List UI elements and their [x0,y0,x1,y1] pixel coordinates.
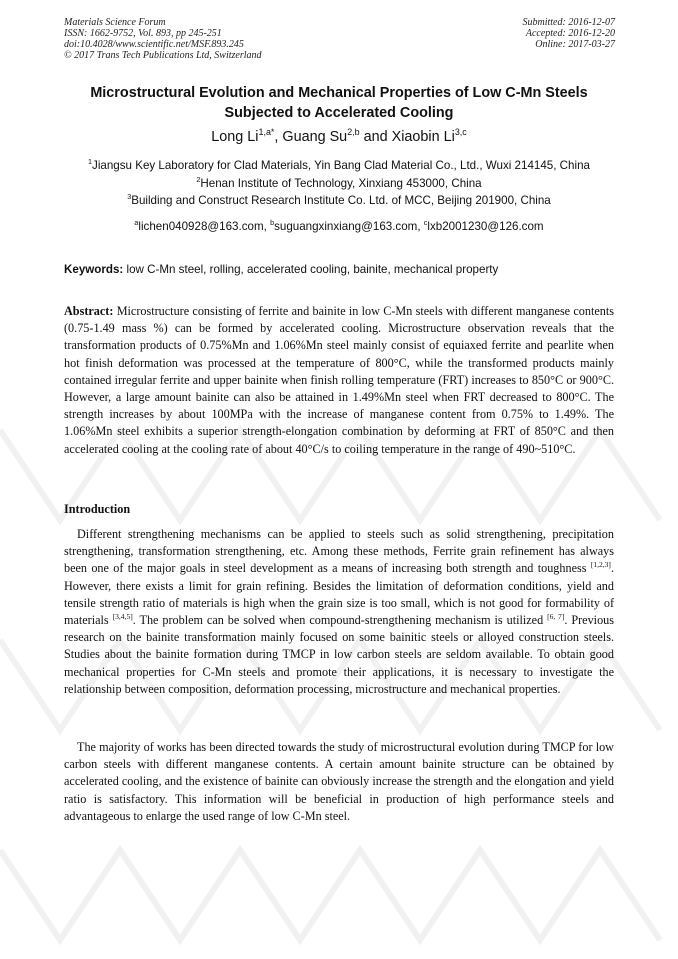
abstract-text: Microstructure consisting of ferrite and bainite in low C-Mn steels with different manganese contents (0.75-1.49 mass %) can be formed by accelerated cooling. Microstructure observation reveals that the transformation products of 0.75%Mn and 1.06%Mn steel mainly consist of equiaxed ferrite and pearlite when hot finish deformation was processed at the temperature of 800°C, while the transformed products mainly contained irregular ferrite and upper bainite when finish rolling temperature (FRT) increases to 850°C or 900°C. However, a large amount bainite can also be attained in 1.49%Mn steel when FRT decreased to 800°C. The strength increases by about 100MPa with the increase of manganese content from 0.75% to 1.49%. The 1.06%Mn steel exhibits a superior strength-elongation combination by deforming at FRT of 850°C and then accelerated cooling at the cooling rate of about 40°C/s to coiling temperature in the range of 490~510°C. [64,304,614,456]
paragraph-text: The majority of works has been directed towards the study of microstructural evolution during TMCP for low carbon steels with different manganese contents. A certain amount bainite structure can be obtained by accelerated cooling, and the existence of bainite can obviously increase the strength and the elongation and yield ratio is satisfactory. This information will be beneficial in production of high performance steels and advantageous to enlarge the used range of low C-Mn steel. [64,740,614,823]
affiliation-number: 2 [196,175,201,185]
paragraph-text: Different strengthening mechanisms can be applied to steels such as solid strengthening, precipitation strengthening, transformation strengthening, etc. Among these methods, Ferrite grain refinement has always been one of the major goals in steel development as a means of increasing both strength and toughness [64,527,614,576]
keywords-text: low C-Mn steel, rolling, accelerated cooling, bainite, mechanical property [123,263,499,276]
email-sup: c [423,218,428,228]
title-line-2: Subjected to Accelerated Cooling [224,105,454,121]
date-info [523,17,616,50]
keywords-label: Keywords: [64,263,124,276]
citation: [1,2,3] [590,560,611,570]
affiliation-text: Building and Construct Research Institute Co. Ltd. of MCC, Beijing 201900, China [131,194,551,207]
keywords [64,262,624,277]
email-sup: a [134,218,139,228]
abstract-label: Abstract: [64,304,114,318]
author-list [0,128,678,146]
doi: doi:10.4028/www.scientific.net/MSF.893.245 [64,39,244,50]
email-link[interactable]: lichen040928@163.com [138,220,264,233]
affiliation-3 [0,194,678,208]
email-link[interactable]: lxb2001230@126.com [427,220,544,233]
affiliation-number: 3 [127,192,132,202]
author-sup: 3,c [454,127,467,138]
paragraph-text: . However, there exists a limit for grain refining. Besides the limitation of deformation conditions, yield and tensile strength ratio of materials is high when the grain size is too small, which is not good for formability of materials [64,561,614,628]
submitted-date: Submitted: 2016-12-07 [522,17,615,28]
paper-title [40,83,638,123]
author-and: and [359,129,392,145]
citation: [6, 7] [547,611,565,621]
affiliation-number: 1 [88,157,93,167]
journal-info [64,17,262,61]
affiliation-text: Jiangsu Key Laboratory for Clad Materials, Yin Bang Clad Material Co., Ltd., Wuxi 214145, China [92,159,590,172]
author-sup: 1,a* [258,127,275,138]
online-date: Online: 2017-03-27 [535,39,615,50]
citation: [3,4,5] [112,611,133,621]
author-sup: 2,b [347,127,360,138]
email-separator: , [263,220,271,233]
intro-paragraph-1 [64,526,614,698]
paragraph-text: . The problem can be solved when compound-strengthening mechanism is utilized [132,613,548,628]
journal-name: Materials Science Forum [64,17,166,28]
author-name: Guang Su [282,129,348,145]
email-list [0,220,678,234]
email-link[interactable]: suguangxinxiang@163.com [274,220,418,233]
affiliation-1 [0,159,678,173]
title-line-1: Microstructural Evolution and Mechanical Properties of Low C-Mn Steels [90,85,588,101]
email-separator: , [417,220,424,233]
author-separator: , [274,129,283,145]
author-name: Long Li [211,129,259,145]
issn: ISSN: 1662-9752, Vol. 893, pp 245-251 [64,28,222,39]
copyright: © 2017 Trans Tech Publications Ltd, Switzerland [64,50,262,61]
accepted-date: Accepted: 2016-12-20 [525,28,615,39]
affiliation-text: Henan Institute of Technology, Xinxiang 453000, China [200,177,482,190]
author-name: Xiaobin Li [391,129,455,145]
abstract [64,303,614,458]
paragraph-text: . Previous research on the bainite transformation mainly focused on some bainitic steels or alloyed construction steels. Studies about the bainite formation during TMCP in low carbon steels are seldom available. To obtain good mechanical properties for C-Mn steels and promote their applications, it is necessary to investigate the relationship between composition, deformation processing, microstructure and mechanical properties. [64,613,614,696]
email-sup: b [270,218,275,228]
intro-paragraph-2 [64,739,614,825]
affiliation-2 [0,177,678,191]
section-heading-introduction: Introduction [64,502,131,516]
